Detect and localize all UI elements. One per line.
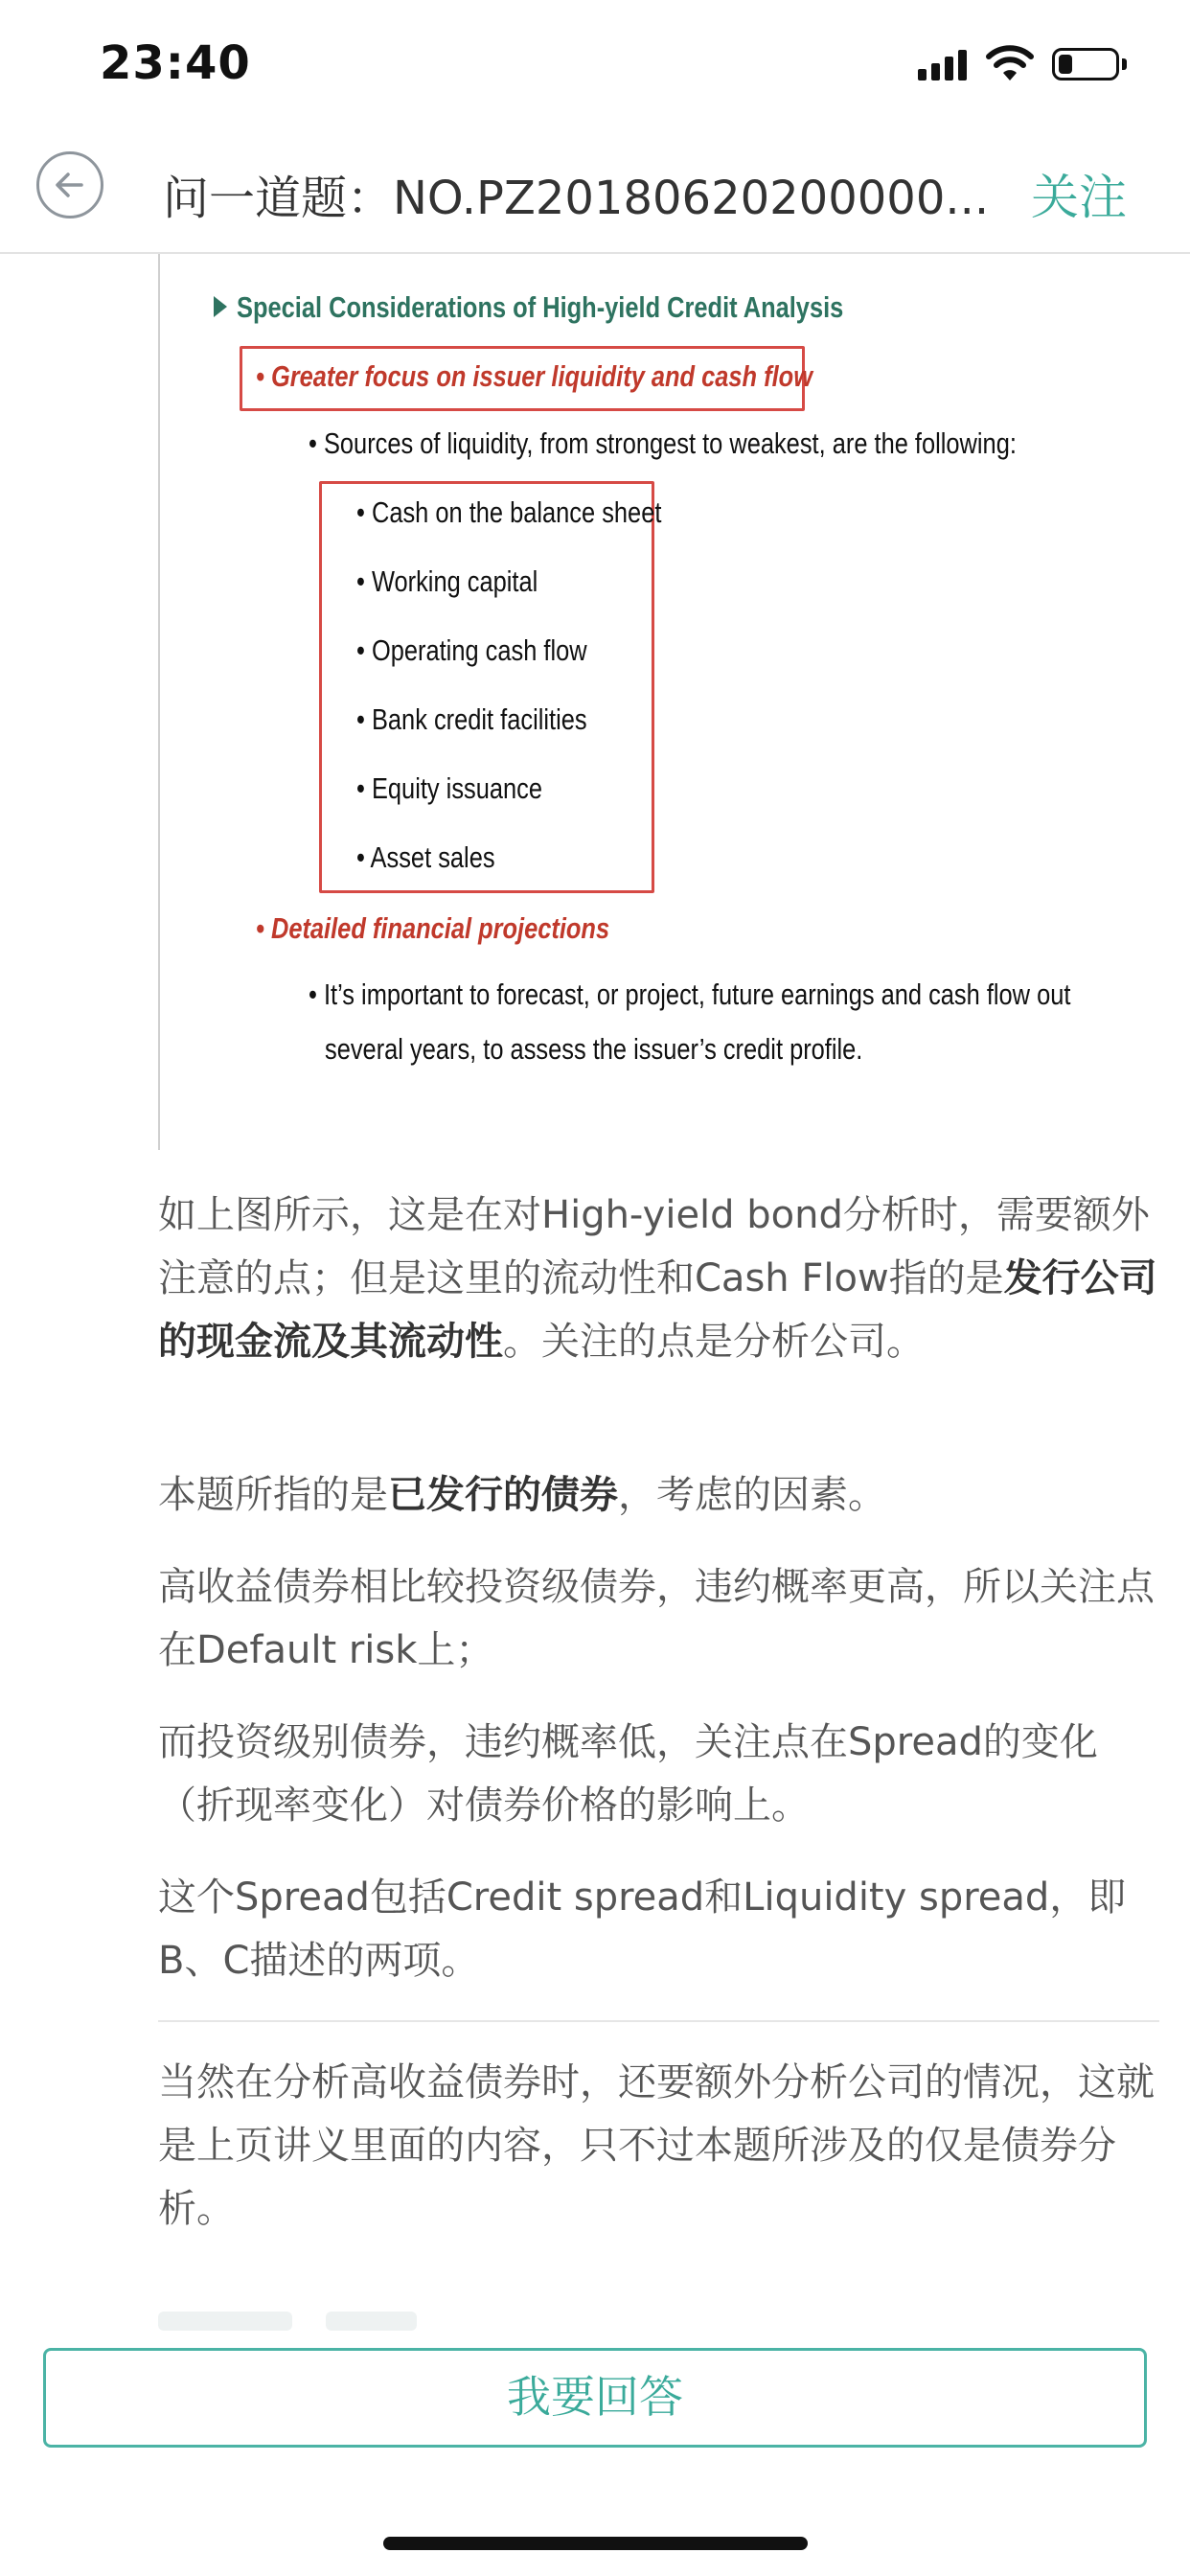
answer-paragraph <box>158 1184 1159 1373</box>
followup-paragraph: 当然在分析高收益债券时，还要额外分析公司的情况，这就是上页讲义里面的内容，只不过本题所涉及的仅是债券分析。 <box>158 2060 1155 2231</box>
slide-sources-intro: • Sources of liquidity, from strongest to weakest, are the following: <box>309 426 1017 460</box>
status-time: 23:40 <box>100 36 251 90</box>
divider <box>158 2020 1159 2022</box>
slide-source-item: • Cash on the balance sheet <box>356 495 662 529</box>
cellular-signal-icon <box>918 50 968 80</box>
tag-chip[interactable] <box>326 2312 417 2331</box>
battery-cap <box>1122 58 1127 70</box>
highlight-box-sources <box>319 481 654 893</box>
nav-bar <box>0 125 1190 254</box>
slide-source-item: • Working capital <box>356 564 538 598</box>
answer-text: ，考虑的因素。 <box>618 1473 886 1517</box>
wifi-icon <box>985 44 1035 82</box>
follow-button[interactable]: 关注 <box>1031 170 1127 225</box>
answer-text: 如上图所示，这是在对High-yield bond分析时，需要额外注意的点；但是这里的流动性和Cash Flow指的是 <box>158 1193 1150 1300</box>
answer-text: 。关注的点是分析公司。 <box>503 1320 925 1364</box>
slide-heading: Special Considerations of High-yield Credit Analysis <box>237 290 844 324</box>
answer-paragraph: 高收益债券相比较投资级债券，违约概率更高，所以关注点在Default risk上； <box>158 1565 1155 1672</box>
answer-text: 本题所指的是 <box>158 1473 388 1517</box>
status-bar <box>0 0 1190 125</box>
slide-source-item: • Asset sales <box>356 840 495 874</box>
back-button[interactable] <box>36 151 103 218</box>
slide-source-item: • Operating cash flow <box>356 633 587 667</box>
arrow-left-icon <box>51 166 89 204</box>
triangle-bullet-icon <box>214 296 227 317</box>
tag-chip[interactable] <box>158 2312 292 2331</box>
slide-source-item: • Equity issuance <box>356 771 543 805</box>
home-indicator[interactable] <box>383 2537 808 2550</box>
slide-projections-point: • Detailed financial projections <box>256 911 610 945</box>
answer-paragraph: 而投资级别债券，违约概率低，关注点在Spread的变化（折现率变化）对债券价格的影响上。 <box>158 1720 1098 1828</box>
answer-paragraph: 这个Spread包括Credit spread和Liquidity spread，即B、C描述的两项。 <box>158 1875 1127 1983</box>
slide-projections-line: • It’s important to forecast, or project, future earnings and cash flow out <box>309 978 1071 1011</box>
slide-source-item: • Bank credit facilities <box>356 702 587 736</box>
answer-button[interactable]: 我要回答 <box>43 2348 1147 2448</box>
slide-focus-point: • Greater focus on issuer liquidity and cash flow <box>256 359 812 393</box>
page-title: 问一道题：NO.PZ20180620200000... <box>163 172 990 225</box>
answer-bold-text: 发行公司的现金流及其流动性 <box>158 1256 1157 1364</box>
lecture-slide-image <box>158 254 1116 1150</box>
battery-level <box>1059 55 1072 74</box>
answer-paragraph <box>158 1463 1159 1527</box>
battery-icon <box>1052 48 1119 80</box>
slide-projections-line: several years, to assess the issuer’s credit profile. <box>325 1032 863 1066</box>
answer-bold-text: 已发行的债券 <box>388 1473 618 1517</box>
